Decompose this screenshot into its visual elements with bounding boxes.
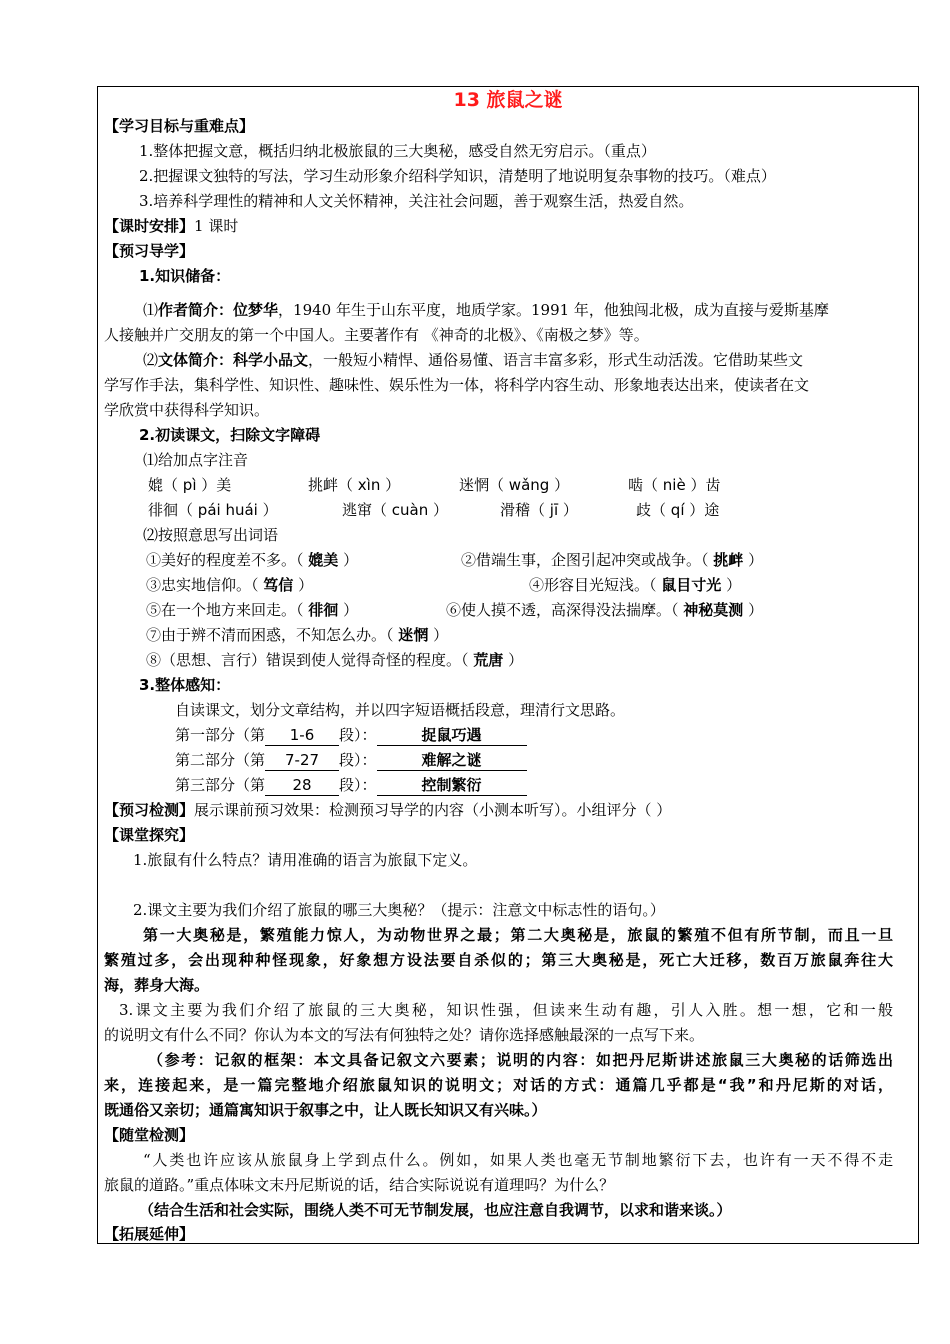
answer-2-line-1: 第一大奥秘是，繁殖能力惊人，为动物世界之最；第二大奥秘是，旅鼠的繁殖不但有所节制，而且一旦	[143, 926, 893, 944]
pinyin-item: 徘徊（ pái huái ）	[148, 501, 278, 519]
answer-3-line-1: （参考：记叙的框架：本文具备记叙文六要素；说明的内容：如把丹尼斯讲述旅鼠三大奥秘的话筛选出	[148, 1051, 893, 1069]
section-test: 【随堂检测】	[104, 1126, 195, 1144]
part-summary: 控制繁衍	[377, 775, 527, 796]
part-summary: 捉鼠巧遇	[377, 725, 527, 746]
section-extend: 【拓展延伸】	[104, 1225, 195, 1243]
question-3-line-1: 3.课文主要为我们介绍了旅鼠的三大奥秘，知识性强，但读来生动有趣，引人入胜。想一想，它和一般	[119, 1001, 893, 1019]
pinyin-word: 徘徊	[148, 501, 179, 519]
meaning-bracket: ）	[508, 651, 524, 669]
part-mid: 段）：	[339, 726, 377, 744]
meaning-question: ⑧（思想、言行）错误到使人觉得奇怪的程度。（	[146, 651, 469, 669]
pinyin-item: 啮（ niè ）齿	[628, 476, 721, 494]
test-text-line-1: “人类也许应该从旅鼠身上学到点什么。例如，如果人类也毫无节制地繁衍下去，也许有一天不得不走	[143, 1151, 893, 1169]
pinyin-item: 迷惘（ wǎng ）	[459, 476, 570, 494]
meaning-answer: 迷惘	[398, 626, 429, 644]
pinyin-word: 挑衅	[308, 476, 339, 494]
part-range: 1-6	[265, 725, 339, 746]
pinyin-answer: qí	[670, 501, 685, 519]
part-row	[175, 775, 527, 796]
part-mid: 段）：	[339, 751, 377, 769]
genre-prefix: ⑵	[143, 351, 159, 369]
meaning-item	[146, 600, 358, 620]
meaning-answer: 荒唐	[473, 651, 504, 669]
meaning-heading: ⑵按照意思写出词语	[143, 526, 279, 544]
pinyin-item: 逃窜（ cuàn ）	[342, 501, 449, 519]
pinyin-word: 啮	[628, 476, 644, 494]
pinyin-item: 滑稽（ jī ）	[500, 501, 578, 519]
author-label: 作者简介：	[158, 301, 234, 319]
meaning-item	[446, 600, 763, 620]
goal-3: 3.培养科学理性的精神和人文关怀精神，关注社会问题，善于观察生活，热爱自然。	[139, 192, 694, 210]
section-schedule: 【课时安排】	[104, 217, 195, 235]
meaning-bracket: ）	[748, 551, 764, 569]
meaning-answer: 徘徊	[308, 601, 339, 619]
pinyin-word: 逃窜	[342, 501, 373, 519]
section-preview: 【预习导学】	[104, 242, 195, 260]
page-title: 13 旅鼠之谜	[453, 89, 563, 111]
pinyin-word-tail: 齿	[705, 476, 721, 494]
author-line-2: 人接触并广交朋友的第一个中国人。主要著作有 《神奇的北极》、《南极之梦》等。	[104, 326, 649, 344]
test-text-line-2: 旅鼠的道路。”重点体味文末丹尼斯说的话，结合实际说说有道理吗？为什么？	[104, 1176, 615, 1194]
part-range: 7-27	[265, 750, 339, 771]
meaning-question: ⑤在一个地方来回走。（	[146, 601, 304, 619]
question-1: 1.旅鼠有什么特点？请用准确的语言为旅鼠下定义。	[133, 851, 478, 869]
part-range: 28	[265, 775, 339, 796]
part-label: 第三部分（第	[175, 776, 266, 794]
meaning-item	[146, 650, 523, 670]
genre-line-2: 学写作手法，集科学性、知识性、趣味性、娱乐性为一体，将科学内容生动、形象地表达出来，使读者在文	[104, 376, 810, 394]
check-text: 展示课前预习效果：检测预习导学的内容（小测本听写）。小组评分（ ）	[194, 801, 672, 819]
test-answer: （结合生活和社会实际，围绕人类不可无节制发展，也应注意自我调节，以求和谐来谈。）	[139, 1201, 732, 1219]
goal-1: 1.整体把握文意，概括归纳北极旅鼠的三大奥秘，感受自然无穷启示。（重点）	[139, 142, 656, 160]
pinyin-item: 挑衅（ xìn ）	[308, 476, 401, 494]
pinyin-item: 媲（ pì ）美	[148, 476, 232, 494]
author-text-1: ，1940 年生于山东平度，地质学家。1991 年，他独闯北极，成为直接与爱斯基摩	[278, 301, 829, 319]
section-check: 【预习检测】	[104, 801, 195, 819]
overall-heading: 3.整体感知：	[139, 676, 231, 694]
meaning-question: ⑦由于辨不清而困惑，不知怎么办。（	[146, 626, 394, 644]
meaning-bracket: ）	[343, 551, 359, 569]
pinyin-word: 迷惘	[459, 476, 490, 494]
answer-3-line-2: 来，连接起来，是一篇完整地介绍旅鼠知识的说明文；对话的方式：通篇几乎都是“我”和丹尼斯的对话，	[104, 1076, 893, 1094]
pinyin-word: 滑稽	[500, 501, 531, 519]
check-line	[104, 800, 671, 820]
question-3-line-2: 的说明文有什么不同？你认为本文的写法有何独特之处？请你选择感触最深的一点写下来。	[104, 1026, 705, 1044]
pinyin-word-tail: 美	[216, 476, 232, 494]
meaning-question: ③忠实地信仰。（	[146, 576, 259, 594]
meaning-question: ①美好的程度差不多。（	[146, 551, 304, 569]
pinyin-word-tail: 途	[704, 501, 720, 519]
goal-2: 2.把握课文独特的写法，学习生动形象介绍科学知识，清楚明了地说明复杂事物的技巧。（难点）	[139, 167, 776, 185]
pinyin-answer: jī	[549, 501, 559, 519]
pinyin-answer: pái huái	[197, 501, 258, 519]
meaning-answer: 神秘莫测	[683, 601, 744, 619]
genre-label: 文体简介：	[158, 351, 234, 369]
meaning-bracket: ）	[298, 576, 314, 594]
part-row	[175, 725, 527, 746]
overall-text: 自读课文，划分文章结构，并以四字短语概括段意，理清行文思路。	[175, 701, 626, 719]
schedule-line	[104, 216, 238, 236]
section-explore: 【课堂探究】	[104, 826, 195, 844]
pinyin-answer: wǎng	[508, 476, 550, 494]
meaning-question: ⑥使人摸不透，高深得没法揣摩。（	[446, 601, 679, 619]
part-mid: 段）：	[339, 776, 377, 794]
genre-name: 科学小品文	[233, 351, 309, 369]
meaning-item	[146, 550, 358, 570]
question-2: 2.课文主要为我们介绍了旅鼠的哪三大奥秘？（提示：注意文中标志性的语句。）	[133, 901, 665, 919]
author-prefix: ⑴	[143, 301, 159, 319]
pinyin-heading: ⑴给加点字注音	[143, 451, 249, 469]
part-label: 第一部分（第	[175, 726, 266, 744]
knowledge-heading: 1.知识储备：	[139, 267, 231, 285]
meaning-question: ④形容目光短浅。（	[529, 576, 657, 594]
author-line-1	[143, 300, 829, 320]
section-goals: 【学习目标与重难点】	[104, 117, 255, 135]
genre-line-1	[143, 350, 803, 370]
part-summary: 难解之谜	[377, 750, 527, 771]
pinyin-word: 媲	[148, 476, 164, 494]
genre-line-3: 学欣赏中获得科学知识。	[104, 401, 270, 419]
meaning-answer: 笃信	[263, 576, 294, 594]
meaning-answer: 媲美	[308, 551, 339, 569]
meaning-answer: 鼠目寸光	[661, 576, 722, 594]
meaning-item	[461, 550, 763, 570]
part-row	[175, 750, 527, 771]
genre-text-1: ，一般短小精悍、通俗易懂、语言丰富多彩，形式生动活泼。它借助某些文	[308, 351, 804, 369]
pinyin-answer: cuàn	[391, 501, 429, 519]
meaning-bracket: ）	[726, 576, 742, 594]
meaning-bracket: ）	[748, 601, 764, 619]
answer-3-line-3: 既通俗又亲切；通篇寓知识于叙事之中，让人既长知识又有兴味。）	[104, 1101, 547, 1119]
meaning-item	[529, 575, 741, 595]
meaning-item	[146, 625, 448, 645]
meaning-bracket: ）	[343, 601, 359, 619]
author-name: 位梦华	[233, 301, 279, 319]
answer-2-line-2: 繁殖过多，会出现种种怪现象，好象想方设法要自杀似的；第三大奥秘是，死亡大迁移，数百万旅鼠奔往大	[104, 951, 893, 969]
meaning-question: ②借端生事，企图引起冲突或战争。（	[461, 551, 709, 569]
schedule-value: 1 课时	[194, 217, 239, 235]
part-label: 第二部分（第	[175, 751, 266, 769]
meaning-answer: 挑衅	[713, 551, 744, 569]
meaning-bracket: ）	[433, 626, 449, 644]
pinyin-answer: pì	[182, 476, 197, 494]
pinyin-word: 歧	[636, 501, 652, 519]
meaning-item	[146, 575, 313, 595]
pinyin-item: 歧（ qí ）途	[636, 501, 720, 519]
pinyin-answer: xìn	[357, 476, 381, 494]
pinyin-answer: niè	[662, 476, 686, 494]
answer-2-line-3: 海，葬身大海。	[104, 976, 210, 994]
reading-heading: 2.初读课文，扫除文字障碍	[139, 426, 321, 444]
